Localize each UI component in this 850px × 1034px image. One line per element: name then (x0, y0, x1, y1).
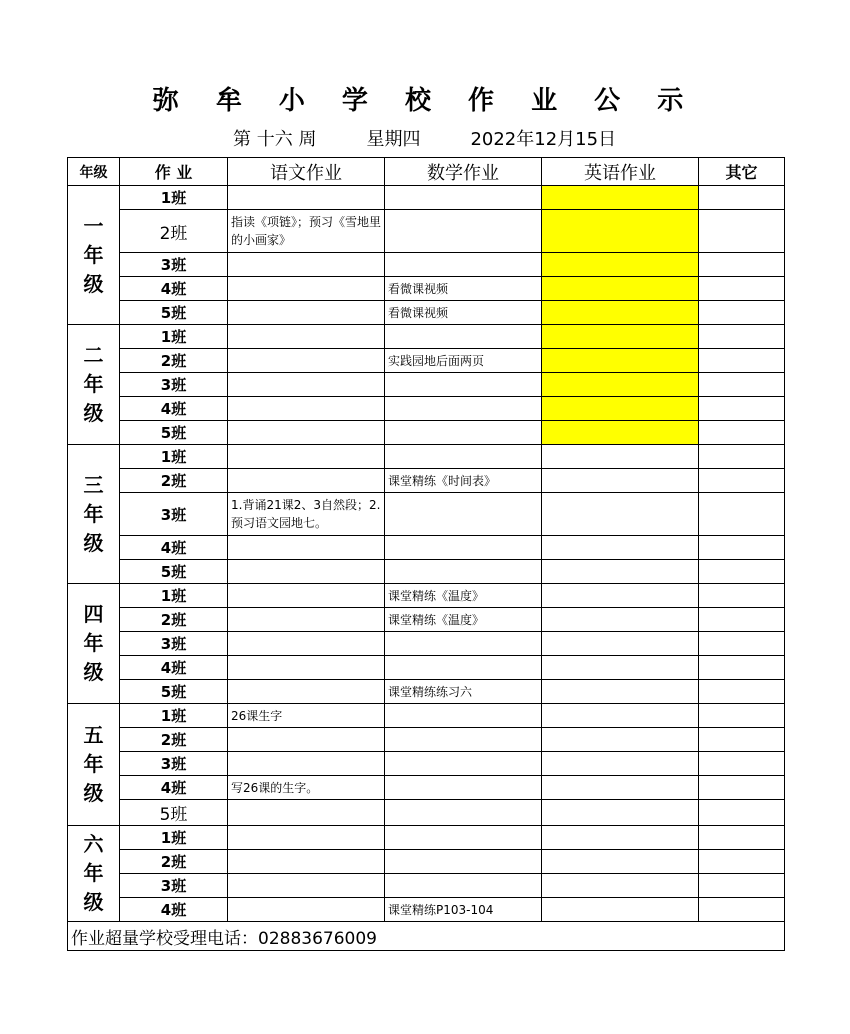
table-row (68, 560, 785, 584)
english-homework (542, 373, 699, 397)
class-label: 2班 (120, 608, 228, 632)
other-homework (699, 349, 785, 373)
table-row (68, 656, 785, 680)
other-homework (699, 728, 785, 752)
table-row (68, 349, 785, 373)
date-line (233, 125, 616, 151)
math-homework (385, 397, 542, 421)
math-homework (385, 445, 542, 469)
table-row (68, 277, 785, 301)
chinese-homework (228, 349, 385, 373)
english-homework (542, 301, 699, 325)
class-label: 4班 (120, 776, 228, 800)
chinese-homework (228, 536, 385, 560)
class-label: 2班 (120, 210, 228, 253)
math-homework (385, 373, 542, 397)
chinese-homework (228, 584, 385, 608)
other-homework (699, 469, 785, 493)
class-label: 5班 (120, 560, 228, 584)
table-row (68, 210, 785, 253)
chinese-homework (228, 898, 385, 922)
chinese-homework (228, 680, 385, 704)
header-chinese: 语文作业 (228, 158, 385, 186)
table-row (68, 536, 785, 560)
other-homework (699, 325, 785, 349)
english-homework (542, 898, 699, 922)
class-label: 3班 (120, 752, 228, 776)
english-homework (542, 493, 699, 536)
class-label: 4班 (120, 536, 228, 560)
math-homework: 实践园地后面两页 (385, 349, 542, 373)
class-label: 2班 (120, 728, 228, 752)
table-row (68, 584, 785, 608)
english-homework (542, 826, 699, 850)
math-homework (385, 325, 542, 349)
math-homework: 课堂精练P103-104 (385, 898, 542, 922)
english-homework (542, 800, 699, 826)
header-grade: 年级 (68, 158, 120, 186)
english-homework (542, 608, 699, 632)
chinese-homework (228, 277, 385, 301)
english-homework (542, 277, 699, 301)
weekday-label: 星期四 (366, 129, 421, 150)
grade-label: 二 年 级 (68, 325, 120, 445)
class-label: 2班 (120, 349, 228, 373)
other-homework (699, 752, 785, 776)
class-label: 3班 (120, 373, 228, 397)
other-homework (699, 656, 785, 680)
english-homework (542, 421, 699, 445)
english-homework (542, 680, 699, 704)
table-row (68, 800, 785, 826)
chinese-homework (228, 560, 385, 584)
english-homework (542, 704, 699, 728)
class-label: 2班 (120, 850, 228, 874)
chinese-homework (228, 850, 385, 874)
table-row (68, 445, 785, 469)
table-row (68, 752, 785, 776)
other-homework (699, 608, 785, 632)
english-homework (542, 397, 699, 421)
table-row (68, 680, 785, 704)
other-homework (699, 253, 785, 277)
other-homework (699, 632, 785, 656)
english-homework (542, 445, 699, 469)
class-label: 5班 (120, 421, 228, 445)
other-homework (699, 373, 785, 397)
grade-label: 三 年 级 (68, 445, 120, 584)
table-row (68, 874, 785, 898)
class-label: 3班 (120, 493, 228, 536)
chinese-homework (228, 397, 385, 421)
chinese-homework (228, 373, 385, 397)
english-homework (542, 210, 699, 253)
table-row (68, 826, 785, 850)
math-homework (385, 656, 542, 680)
other-homework (699, 850, 785, 874)
chinese-homework: 26课生字 (228, 704, 385, 728)
date-label: 2022年12月15日 (470, 129, 617, 150)
math-homework: 课堂精练《时间表》 (385, 469, 542, 493)
class-label: 4班 (120, 277, 228, 301)
chinese-homework (228, 826, 385, 850)
table-row (68, 704, 785, 728)
chinese-homework (228, 421, 385, 445)
math-homework (385, 421, 542, 445)
chinese-homework: 写26课的生字。 (228, 776, 385, 800)
math-homework (385, 826, 542, 850)
chinese-homework: 1.背诵21课2、3自然段；2.预习语文园地七。 (228, 493, 385, 536)
class-label: 2班 (120, 469, 228, 493)
other-homework (699, 445, 785, 469)
table-row (68, 186, 785, 210)
class-label: 1班 (120, 704, 228, 728)
math-homework (385, 560, 542, 584)
grade-label: 四 年 级 (68, 584, 120, 704)
chinese-homework (228, 301, 385, 325)
other-homework (699, 493, 785, 536)
chinese-homework (228, 469, 385, 493)
math-homework: 看微课视频 (385, 277, 542, 301)
other-homework (699, 704, 785, 728)
english-homework (542, 349, 699, 373)
chinese-homework (228, 656, 385, 680)
math-homework (385, 850, 542, 874)
class-label: 5班 (120, 800, 228, 826)
english-homework (542, 584, 699, 608)
math-homework (385, 253, 542, 277)
other-homework (699, 560, 785, 584)
table-row (68, 373, 785, 397)
class-label: 3班 (120, 874, 228, 898)
other-homework (699, 186, 785, 210)
english-homework (542, 469, 699, 493)
table-body (68, 186, 785, 922)
grade-label: 一 年 级 (68, 186, 120, 325)
table-row (68, 469, 785, 493)
table-row (68, 301, 785, 325)
page-title: 弥 牟 小 学 校 作 业 公 示 (152, 86, 698, 116)
chinese-homework (228, 608, 385, 632)
other-homework (699, 680, 785, 704)
table-row (68, 325, 785, 349)
math-homework (385, 752, 542, 776)
math-homework: 课堂精练练习六 (385, 680, 542, 704)
other-homework (699, 301, 785, 325)
english-homework (542, 656, 699, 680)
table-row (68, 898, 785, 922)
math-homework: 看微课视频 (385, 301, 542, 325)
math-homework (385, 704, 542, 728)
english-homework (542, 325, 699, 349)
class-label: 1班 (120, 826, 228, 850)
english-homework (542, 776, 699, 800)
chinese-homework (228, 752, 385, 776)
other-homework (699, 826, 785, 850)
class-label: 1班 (120, 445, 228, 469)
class-label: 1班 (120, 325, 228, 349)
grade-label: 六 年 级 (68, 826, 120, 922)
other-homework (699, 397, 785, 421)
math-homework (385, 776, 542, 800)
table-row (68, 776, 785, 800)
chinese-homework (228, 800, 385, 826)
english-homework (542, 752, 699, 776)
math-homework (385, 632, 542, 656)
table-row (68, 850, 785, 874)
chinese-homework (228, 874, 385, 898)
english-homework (542, 536, 699, 560)
math-homework (385, 536, 542, 560)
english-homework (542, 560, 699, 584)
chinese-homework (228, 445, 385, 469)
other-homework (699, 584, 785, 608)
table-row (68, 728, 785, 752)
english-homework (542, 632, 699, 656)
class-label: 3班 (120, 253, 228, 277)
class-label: 3班 (120, 632, 228, 656)
complaint-phone: 作业超量学校受理电话：02883676009 (68, 922, 785, 951)
english-homework (542, 253, 699, 277)
english-homework (542, 874, 699, 898)
english-homework (542, 850, 699, 874)
chinese-homework (228, 186, 385, 210)
class-label: 4班 (120, 397, 228, 421)
math-homework (385, 728, 542, 752)
other-homework (699, 800, 785, 826)
english-homework (542, 186, 699, 210)
math-homework (385, 493, 542, 536)
other-homework (699, 874, 785, 898)
math-homework: 课堂精练《温度》 (385, 608, 542, 632)
chinese-homework (228, 325, 385, 349)
class-label: 5班 (120, 301, 228, 325)
table-row (68, 253, 785, 277)
class-label: 1班 (120, 186, 228, 210)
math-homework (385, 210, 542, 253)
table-row (68, 397, 785, 421)
chinese-homework: 指读《项链》；预习《雪地里的小画家》 (228, 210, 385, 253)
grade-label: 五 年 级 (68, 704, 120, 826)
homework-table (67, 157, 785, 951)
table-row (68, 632, 785, 656)
math-homework (385, 186, 542, 210)
chinese-homework (228, 632, 385, 656)
chinese-homework (228, 728, 385, 752)
other-homework (699, 210, 785, 253)
other-homework (699, 776, 785, 800)
class-label: 5班 (120, 680, 228, 704)
other-homework (699, 536, 785, 560)
header-homework: 作 业 (120, 158, 228, 186)
class-label: 4班 (120, 656, 228, 680)
math-homework (385, 874, 542, 898)
header-math: 数学作业 (385, 158, 542, 186)
class-label: 1班 (120, 584, 228, 608)
math-homework (385, 800, 542, 826)
other-homework (699, 421, 785, 445)
week-label: 第 十六 周 (233, 129, 317, 150)
chinese-homework (228, 253, 385, 277)
class-label: 4班 (120, 898, 228, 922)
header-english: 英语作业 (542, 158, 699, 186)
table-row (68, 421, 785, 445)
english-homework (542, 728, 699, 752)
table-row (68, 608, 785, 632)
header-other: 其它 (699, 158, 785, 186)
table-row (68, 493, 785, 536)
math-homework: 课堂精练《温度》 (385, 584, 542, 608)
other-homework (699, 898, 785, 922)
other-homework (699, 277, 785, 301)
